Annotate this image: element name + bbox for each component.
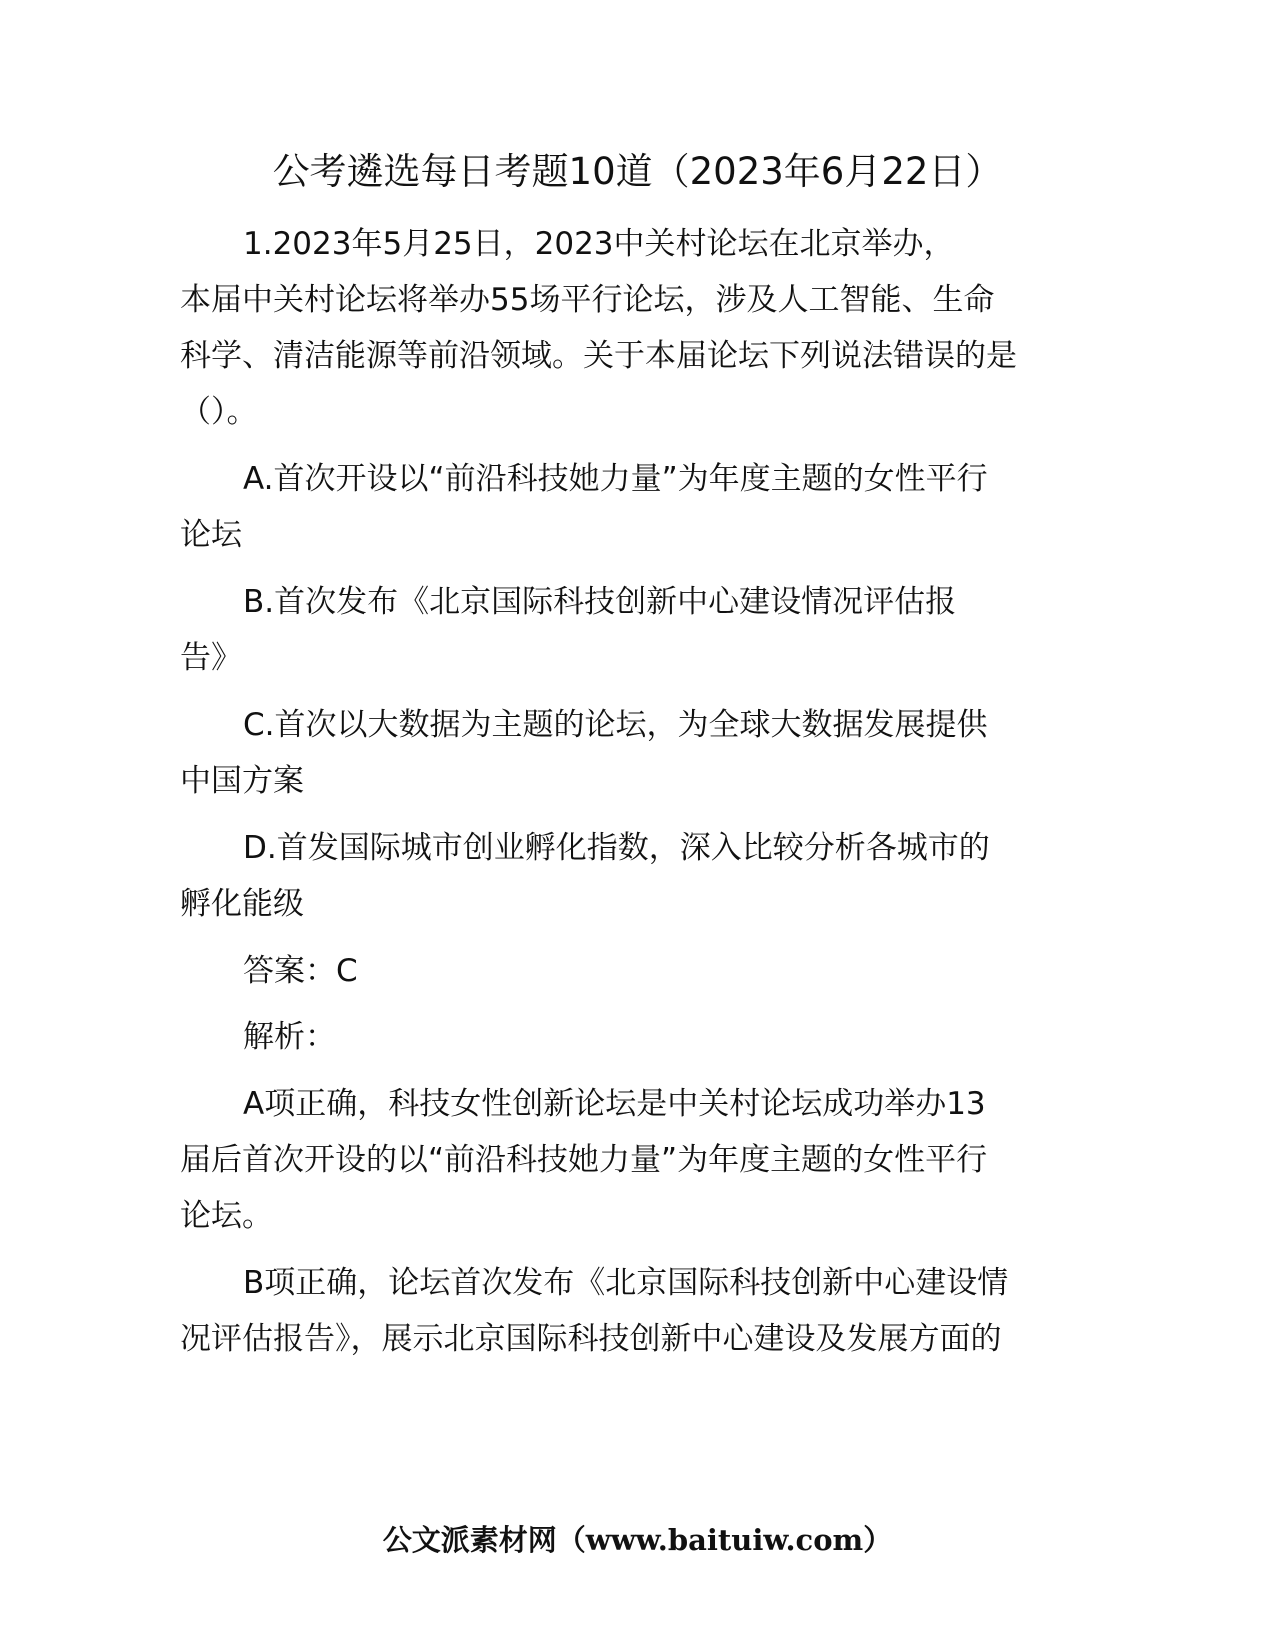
option-d: D.首发国际城市创业孵化指数，深入比较分析各城市的 — [243, 830, 990, 866]
analysis-b: B项正确，论坛首次发布《北京国际科技创新中心建设情 — [243, 1265, 1009, 1301]
option-d: 孵化能级 — [180, 886, 304, 922]
analysis-a: A项正确，科技女性创新论坛是中关村论坛成功举办13 — [243, 1086, 986, 1122]
analysis-label: 解析： — [243, 1019, 336, 1055]
question-line: （）。 — [180, 394, 258, 430]
question-line: 科学、清洁能源等前沿领域。关于本届论坛下列说法错误的是 — [180, 338, 1017, 374]
option-a: A.首次开设以“前沿科技她力量”为年度主题的女性平行 — [243, 461, 988, 497]
question-line: 本届中关村论坛将举办55场平行论坛，涉及人工智能、生命 — [180, 282, 995, 318]
option-a: 论坛 — [180, 517, 242, 553]
question-line: 1.2023年5月25日，2023中关村论坛在北京举办， — [243, 226, 955, 262]
page-title: 公考遴选每日考题10道（2023年6月22日） — [272, 150, 1003, 193]
answer-text: 答案：C — [243, 953, 358, 989]
analysis-a: 论坛。 — [180, 1198, 273, 1234]
option-c: 中国方案 — [180, 763, 304, 799]
analysis-b: 况评估报告》，展示北京国际科技创新中心建设及发展方面的 — [180, 1321, 1002, 1357]
analysis-a: 届后首次开设的以“前沿科技她力量”为年度主题的女性平行 — [180, 1142, 988, 1178]
option-b: B.首次发布《北京国际科技创新中心建设情况评估报 — [243, 584, 957, 620]
footer-watermark: 公文派素材网（www.baituiw.com） — [382, 1523, 893, 1557]
option-c: C.首次以大数据为主题的论坛，为全球大数据发展提供 — [243, 707, 988, 743]
option-b: 告》 — [180, 640, 242, 676]
